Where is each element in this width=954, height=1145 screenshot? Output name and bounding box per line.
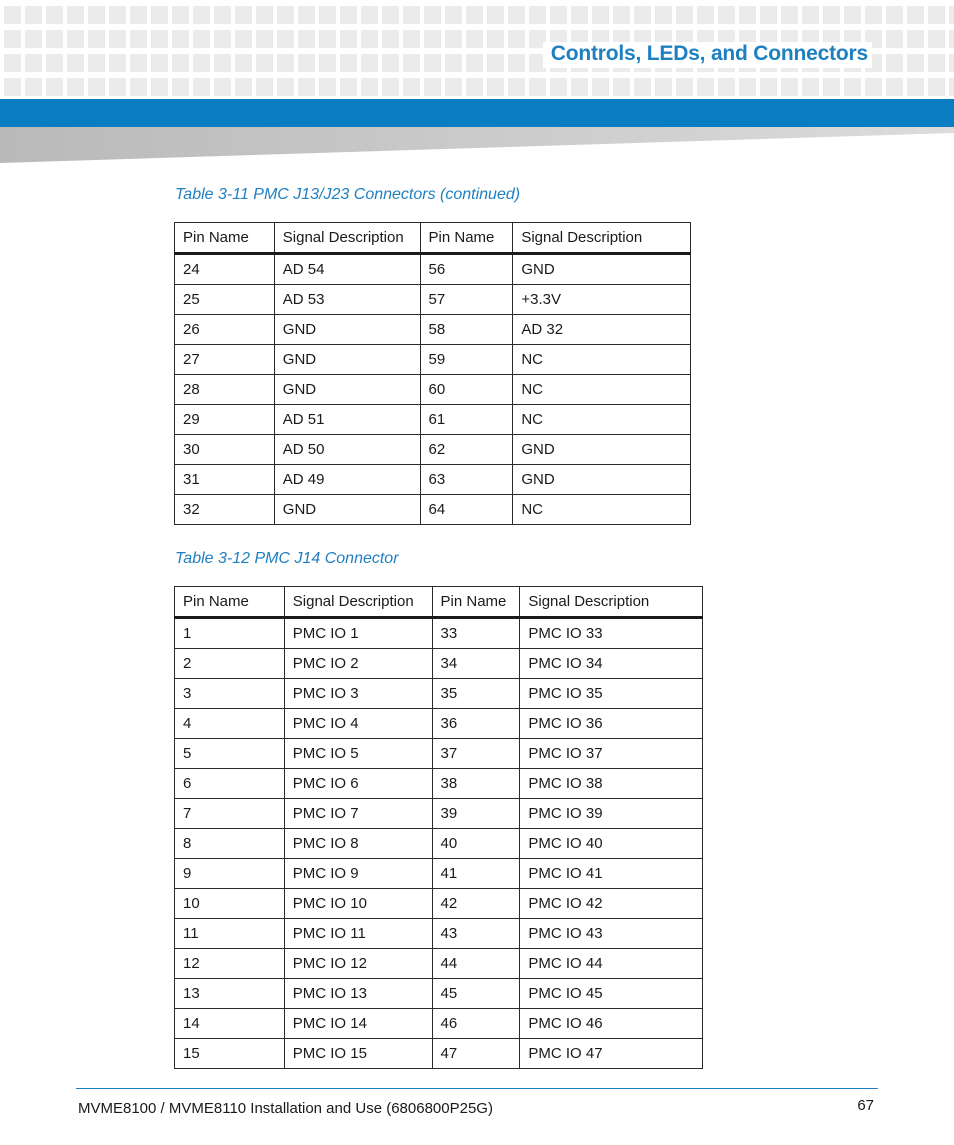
table-cell: 34 — [432, 649, 520, 679]
table-cell: NC — [513, 405, 691, 435]
table-cell: 3 — [175, 679, 285, 709]
table-cell: 29 — [175, 405, 275, 435]
table-row — [175, 889, 703, 919]
table-row — [175, 254, 691, 285]
table-cell: PMC IO 36 — [520, 709, 703, 739]
table-cell: 40 — [432, 829, 520, 859]
table-cell: 60 — [420, 375, 513, 405]
table-cell: 9 — [175, 859, 285, 889]
table-row — [175, 709, 703, 739]
table-cell: 47 — [432, 1039, 520, 1069]
table-caption-3-11: Table 3-11 PMC J13/J23 Connectors (continued) — [175, 186, 521, 203]
table-cell: 5 — [175, 739, 285, 769]
column-header: Signal Description — [513, 223, 691, 254]
table-cell: PMC IO 3 — [284, 679, 432, 709]
table-cell: PMC IO 38 — [520, 769, 703, 799]
table-cell: GND — [274, 375, 420, 405]
table-cell: 24 — [175, 254, 275, 285]
table-cell: 6 — [175, 769, 285, 799]
table-cell: 27 — [175, 345, 275, 375]
table-cell: 56 — [420, 254, 513, 285]
column-header: Pin Name — [420, 223, 513, 254]
table-cell: PMC IO 7 — [284, 799, 432, 829]
table-cell: PMC IO 37 — [520, 739, 703, 769]
table-cell: PMC IO 6 — [284, 769, 432, 799]
table-cell: 30 — [175, 435, 275, 465]
table-row — [175, 495, 691, 525]
table-row — [175, 405, 691, 435]
table-cell: 26 — [175, 315, 275, 345]
pmc-j13-j23-table — [174, 222, 691, 525]
header-accent-bar — [0, 99, 954, 127]
table-cell: 42 — [432, 889, 520, 919]
table-cell: 15 — [175, 1039, 285, 1069]
table-cell: AD 50 — [274, 435, 420, 465]
table-cell: 7 — [175, 799, 285, 829]
table-cell: 13 — [175, 979, 285, 1009]
table-cell: 12 — [175, 949, 285, 979]
table-cell: 14 — [175, 1009, 285, 1039]
table-cell: 31 — [175, 465, 275, 495]
table-header-row — [175, 587, 703, 618]
column-header: Pin Name — [175, 587, 285, 618]
table-cell: PMC IO 46 — [520, 1009, 703, 1039]
footer-rule — [76, 1088, 878, 1089]
table-cell: PMC IO 2 — [284, 649, 432, 679]
table-cell: 58 — [420, 315, 513, 345]
table-row — [175, 315, 691, 345]
table-cell: 45 — [432, 979, 520, 1009]
table-cell: 39 — [432, 799, 520, 829]
pmc-j14-table — [174, 586, 703, 1069]
table-cell: 37 — [432, 739, 520, 769]
table-cell: PMC IO 12 — [284, 949, 432, 979]
table-cell: 57 — [420, 285, 513, 315]
table-cell: 61 — [420, 405, 513, 435]
table-row — [175, 859, 703, 889]
table-cell: 38 — [432, 769, 520, 799]
table-row — [175, 649, 703, 679]
table-cell: 32 — [175, 495, 275, 525]
table-cell: PMC IO 44 — [520, 949, 703, 979]
column-header: Signal Description — [520, 587, 703, 618]
table-cell: 64 — [420, 495, 513, 525]
table-cell: 36 — [432, 709, 520, 739]
table-cell: PMC IO 11 — [284, 919, 432, 949]
table-caption-3-12: Table 3-12 PMC J14 Connector — [175, 550, 399, 567]
table-cell: PMC IO 35 — [520, 679, 703, 709]
table-cell: 8 — [175, 829, 285, 859]
header-gray-wedge — [0, 127, 954, 163]
table-header-row — [175, 223, 691, 254]
table-cell: PMC IO 39 — [520, 799, 703, 829]
column-header: Signal Description — [274, 223, 420, 254]
table-cell: PMC IO 33 — [520, 618, 703, 649]
table-row — [175, 979, 703, 1009]
page-title: Controls, LEDs, and Connectors — [543, 42, 872, 68]
table-cell: 33 — [432, 618, 520, 649]
table-cell: GND — [274, 345, 420, 375]
table-cell: AD 32 — [513, 315, 691, 345]
table-cell: 25 — [175, 285, 275, 315]
table-cell: 4 — [175, 709, 285, 739]
table-cell: NC — [513, 375, 691, 405]
table-cell: AD 51 — [274, 405, 420, 435]
table-row — [175, 1009, 703, 1039]
table-row — [175, 465, 691, 495]
table-cell: NC — [513, 345, 691, 375]
table-row — [175, 345, 691, 375]
table-cell: 43 — [432, 919, 520, 949]
table-row — [175, 285, 691, 315]
table-row — [175, 739, 703, 769]
table-cell: PMC IO 4 — [284, 709, 432, 739]
table-cell: PMC IO 8 — [284, 829, 432, 859]
table-cell: 59 — [420, 345, 513, 375]
table-cell: 1 — [175, 618, 285, 649]
table-cell: GND — [274, 315, 420, 345]
table-cell: 41 — [432, 859, 520, 889]
table-cell: 46 — [432, 1009, 520, 1039]
table-cell: PMC IO 47 — [520, 1039, 703, 1069]
column-header: Signal Description — [284, 587, 432, 618]
table-row — [175, 375, 691, 405]
table-row — [175, 949, 703, 979]
table-cell: AD 53 — [274, 285, 420, 315]
table-row — [175, 769, 703, 799]
table-cell: PMC IO 42 — [520, 889, 703, 919]
table-cell: PMC IO 15 — [284, 1039, 432, 1069]
footer-document-title: MVME8100 / MVME8110 Installation and Use (6806800P25G) — [78, 1100, 493, 1117]
table-row — [175, 1039, 703, 1069]
table-cell: 28 — [175, 375, 275, 405]
table-cell: 63 — [420, 465, 513, 495]
table-cell: GND — [274, 495, 420, 525]
table-cell: PMC IO 9 — [284, 859, 432, 889]
table-cell: PMC IO 34 — [520, 649, 703, 679]
table-row — [175, 799, 703, 829]
table-row — [175, 829, 703, 859]
table-cell: PMC IO 10 — [284, 889, 432, 919]
column-header: Pin Name — [432, 587, 520, 618]
table-cell: GND — [513, 435, 691, 465]
table-cell: PMC IO 13 — [284, 979, 432, 1009]
table-cell: PMC IO 40 — [520, 829, 703, 859]
table-row — [175, 679, 703, 709]
table-cell: PMC IO 41 — [520, 859, 703, 889]
table-cell: 10 — [175, 889, 285, 919]
table-cell: 44 — [432, 949, 520, 979]
table-cell: GND — [513, 465, 691, 495]
table-cell: PMC IO 14 — [284, 1009, 432, 1039]
table-cell: 62 — [420, 435, 513, 465]
table-cell: PMC IO 1 — [284, 618, 432, 649]
footer-page-number: 67 — [857, 1097, 874, 1114]
table-cell: AD 54 — [274, 254, 420, 285]
table-cell: AD 49 — [274, 465, 420, 495]
table-row — [175, 919, 703, 949]
table-cell: +3.3V — [513, 285, 691, 315]
table-cell: PMC IO 45 — [520, 979, 703, 1009]
table-cell: 2 — [175, 649, 285, 679]
table-cell: NC — [513, 495, 691, 525]
table-row — [175, 618, 703, 649]
table-cell: PMC IO 5 — [284, 739, 432, 769]
table-row — [175, 435, 691, 465]
table-cell: GND — [513, 254, 691, 285]
table-cell: 35 — [432, 679, 520, 709]
table-cell: 11 — [175, 919, 285, 949]
column-header: Pin Name — [175, 223, 275, 254]
table-cell: PMC IO 43 — [520, 919, 703, 949]
